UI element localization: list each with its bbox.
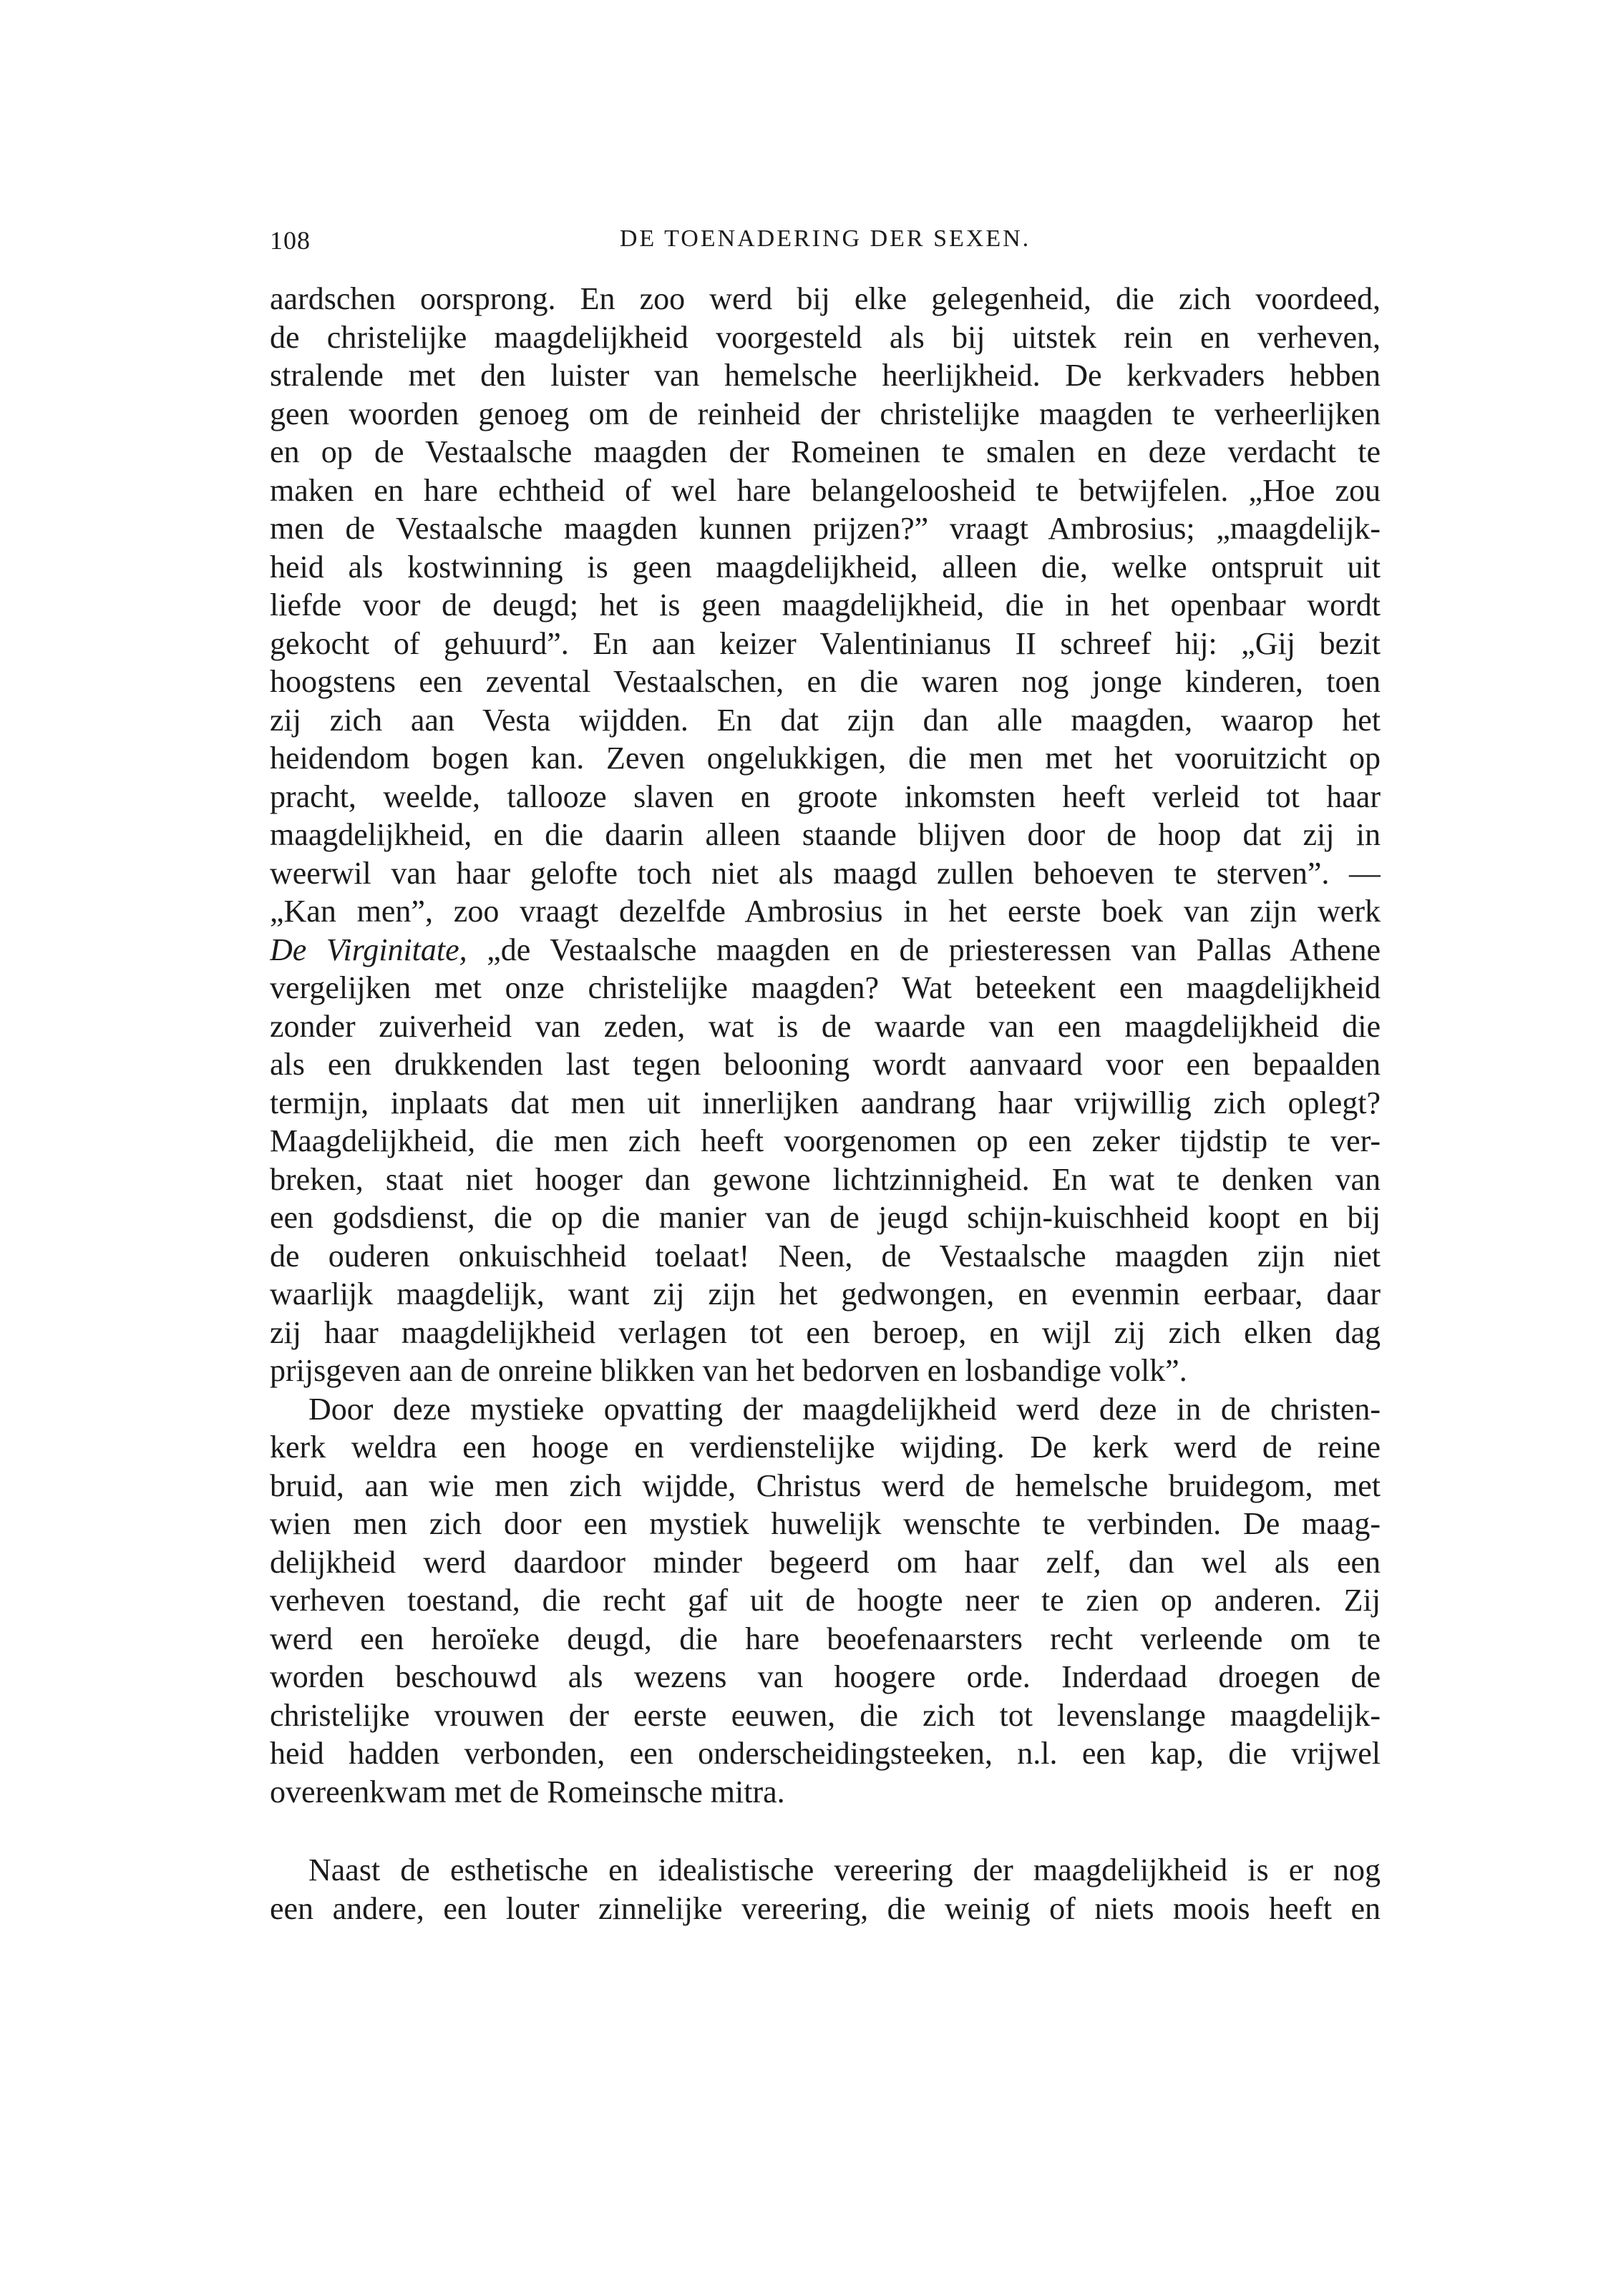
text-line: weerwil van haar gelofte toch niet als maagd zullen behoeven te sterven”. — [270, 855, 1381, 891]
text-line: geen woorden genoeg om de reinheid der christelijke maagden te verheerlijken [270, 396, 1381, 431]
text-line: de christelijke maagdelijkheid voorgesteld als bij uitstek rein en verheven, [270, 319, 1381, 355]
text-line: stralende met den luister van hemelsche heerlijkheid. De kerkvaders hebben [270, 358, 1381, 393]
text-line: „Kan men”, zoo vraagt dezelfde Ambrosius in het eerste boek van zijn werk [270, 894, 1381, 929]
text-line: men de Vestaalsche maagden kunnen prijzen?” vraagt Ambrosius; „maagdelijk- [270, 511, 1381, 546]
paragraph-1-continued [270, 969, 1381, 1390]
text-line: Naast de esthetische en idealistische vereering der maagdelijkheid is er nog [308, 1852, 1381, 1887]
paragraph-2 [270, 1390, 1381, 1812]
text-line-italic [270, 931, 1381, 969]
paragraph-3 [270, 1851, 1381, 1928]
text-line-rest: „de Vestaalsche maagden en de priesteressen van Pallas Athene [467, 932, 1381, 967]
text-line: hoogstens een zevental Vestaalschen, en die waren nog jonge kinderen, toen [270, 664, 1381, 699]
text-line: worden beschouwd als wezens van hoogere orde. Inderdaad droegen de [270, 1659, 1381, 1694]
text-line: heid als kostwinning is geen maagdelijkheid, alleen die, welke ontspruit uit [270, 549, 1381, 585]
text-line: Maagdelijkheid, die men zich heeft voorgenomen op een zeker tijdstip te ver- [270, 1123, 1381, 1158]
text-line: prijsgeven aan de onreine blikken van het bedorven en losbandige volk”. [270, 1353, 1187, 1388]
text-line: de ouderen onkuischheid toelaat! Neen, de Vestaalsche maagden zijn niet [270, 1238, 1381, 1274]
text-line: zij haar maagdelijkheid verlagen tot een beroep, en wijl zij zich elken dag [270, 1314, 1381, 1350]
text-line: een godsdienst, die op die manier van de jeugd schijn-kuischheid koopt en bij [270, 1200, 1381, 1235]
text-line: christelijke vrouwen der eerste eeuwen, die zich tot levenslange maagdelijk- [270, 1697, 1381, 1733]
text-line: liefde voor de deugd; het is geen maagdelijkheid, die in het openbaar wordt [270, 587, 1381, 622]
text-line: Door deze mystieke opvatting der maagdelijkheid werd deze in de christen- [308, 1391, 1381, 1427]
text-line: termijn, inplaats dat men uit innerlijken aandrang haar vrijwillig zich oplegt? [270, 1085, 1381, 1120]
text-line: breken, staat niet hooger dan gewone lichtzinnigheid. En wat te denken van [270, 1161, 1381, 1197]
text-line: vergelijken met onze christelijke maagden? Wat beteekent een maagdelijkheid [270, 970, 1381, 1005]
page-header [270, 220, 1381, 260]
text-line: overeenkwam met de Romeinsche mitra. [270, 1774, 785, 1809]
work-title: De Virginitate, [270, 932, 467, 967]
text-line: verheven toestand, die recht gaf uit de hoogte neer te zien op anderen. Zij [270, 1583, 1381, 1618]
text-line: een andere, een louter zinnelijke vereering, die weinig of niets moois heeft en [270, 1890, 1381, 1926]
text-line: heid hadden verbonden, een onderscheidingsteeken, n.l. een kap, die vrijwel [270, 1736, 1381, 1771]
page-number: 108 [270, 226, 311, 255]
text-line: en op de Vestaalsche maagden der Romeinen te smalen en deze verdacht te [270, 434, 1381, 469]
text-line: wien men zich door een mystiek huwelijk wenschte te verbinden. De maag- [270, 1506, 1381, 1541]
paragraph-gap [270, 1811, 1381, 1851]
text-line: maagdelijkheid, en die daarin alleen staande blijven door de hoop dat zij in [270, 817, 1381, 852]
text-line: bruid, aan wie men zich wijdde, Christus werd de hemelsche bruidegom, met [270, 1467, 1381, 1503]
text-line: zonder zuiverheid van zeden, wat is de waarde van een maagdelijkheid die [270, 1008, 1381, 1044]
text-line: waarlijk maagdelijk, want zij zijn het gedwongen, en evenmin eerbaar, daar [270, 1276, 1381, 1311]
paragraph-1 [270, 280, 1381, 931]
text-line: werd een heroïeke deugd, die hare beoefenaarsters recht verleende om te [270, 1621, 1381, 1656]
text-line: kerk weldra een hooge en verdienstelijke wijding. De kerk werd de reine [270, 1430, 1381, 1465]
body-text [270, 280, 1381, 1928]
running-title: DE TOENADERING DER SEXEN. [619, 225, 1031, 252]
text-line: heidendom bogen kan. Zeven ongelukkigen, die men met het vooruitzicht op [270, 741, 1381, 776]
text-line: als een drukkenden last tegen belooning wordt aanvaard voor een bepaalden [270, 1047, 1381, 1082]
text-line: pracht, weelde, tallooze slaven en groote inkomsten heeft verleid tot haar [270, 778, 1381, 814]
text-line: aardschen oorsprong. En zoo werd bij elke gelegenheid, die zich voordeed, [270, 281, 1381, 316]
text-line: maken en hare echtheid of wel hare belangeloosheid te betwijfelen. „Hoe zou [270, 472, 1381, 508]
text-line: delijkheid werd daardoor minder begeerd om haar zelf, dan wel als een [270, 1544, 1381, 1580]
text-line: gekocht of gehuurd”. En aan keizer Valentinianus II schreef hij: „Gij bezit [270, 625, 1381, 661]
text-line: zij zich aan Vesta wijdden. En dat zijn dan alle maagden, waarop het [270, 702, 1381, 738]
